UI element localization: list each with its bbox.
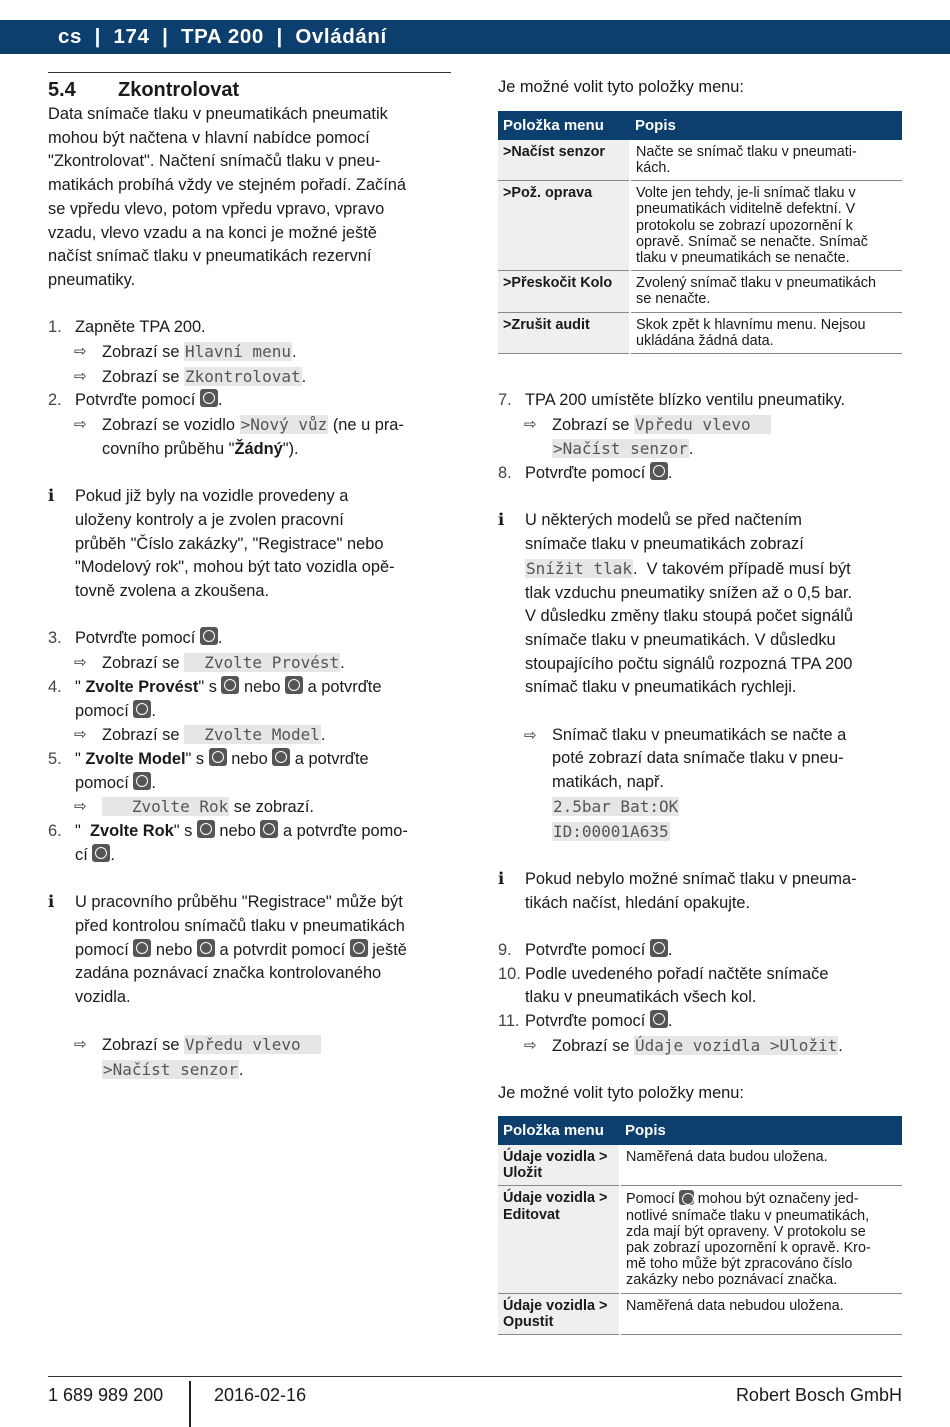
menu-table-1 bbox=[498, 111, 902, 354]
table-row: Údaje vozidla > Editovat Pomocí mohou být označeny jed- notlivé snímače tlaku v pneumatikách, zda mají být opraveny. V protokolu se pak zobrazí upozornění k opravě. Kro- mě toho může být zpracováno číslo zakázky nebo poznávací značka. bbox=[498, 1186, 902, 1293]
footer-divider bbox=[189, 1381, 191, 1427]
step-2: 2. Potvrďte pomocí . bbox=[48, 391, 223, 410]
confirm-key-icon bbox=[650, 462, 668, 480]
page-footer bbox=[48, 1376, 902, 1405]
result-arrow-icon: ⇨ bbox=[74, 416, 87, 434]
table-row: Údaje vozidla > Uložit Naměřená data budou uložena. bbox=[498, 1145, 902, 1186]
intro-line: matikách probíhá vždy ve stejném pořadí. Začíná bbox=[48, 176, 407, 195]
step-10-cont: tlaku v pneumatikách všech kol. bbox=[525, 988, 757, 1007]
display-text: Zvolte Model bbox=[185, 725, 320, 745]
step-3: 3. Potvrďte pomocí . bbox=[48, 629, 223, 648]
step-9: 9. Potvrďte pomocí . bbox=[498, 941, 673, 960]
confirm-key-icon bbox=[133, 772, 151, 790]
down-key-icon bbox=[197, 939, 215, 957]
result-arrow-icon: ⇨ bbox=[74, 367, 87, 385]
step-1 bbox=[48, 316, 451, 340]
confirm-key-icon bbox=[200, 389, 218, 407]
display-text: Hlavní menu bbox=[185, 342, 291, 362]
company-name: Robert Bosch GmbH bbox=[735, 1385, 902, 1405]
intro-line: vzadu, vlevo vzadu a na konci je možné ještě bbox=[48, 223, 377, 242]
menu-table-2 bbox=[498, 1116, 902, 1335]
confirm-key-icon bbox=[679, 1190, 694, 1205]
result-line: ⇨ Zobrazí se Zvolte Model. bbox=[48, 723, 451, 748]
result-arrow-icon: ⇨ bbox=[74, 343, 87, 361]
step-7: 7. TPA 200 umístěte blízko ventilu pneumatiky. bbox=[498, 390, 846, 409]
down-key-icon bbox=[260, 820, 278, 838]
step-5-cont: pomocí . bbox=[75, 773, 156, 792]
up-key-icon bbox=[221, 676, 239, 694]
table-row: >Pož. oprava Volte jen tehdy, je-li snímač tlaku v pneumatikách viditelně defektní. V protokolu se zobrazí upozornění k opravě. Snímač se nenačte. Snímač tlaku v pneumatikách se nenačte. bbox=[498, 181, 902, 271]
display-text: 2.5bar Bat:OK bbox=[553, 796, 679, 816]
note-2: ℹ U pracovního průběhu "Registrace" může být před kontrolou snímačů tlaku v pneumatikách pomocí nebo a potvrdit pomocí ještě zadána poznávací značka kontrolovaného vozidla. bbox=[48, 893, 407, 1006]
header-text: cs | 174 | TPA 200 | Ovládání bbox=[58, 25, 387, 48]
display-text: >Nový vůz bbox=[240, 415, 328, 435]
result-line: ⇨ Zobrazí se Zkontrolovat. bbox=[48, 365, 451, 390]
result-line-cont: >Načíst senzor. bbox=[103, 1060, 244, 1080]
table-row: Údaje vozidla > Opustit Naměřená data nebudou uložena. bbox=[498, 1293, 902, 1334]
info-icon: ℹ bbox=[48, 893, 55, 912]
result-line-cont bbox=[498, 795, 902, 820]
result-line-cont: covního průběhu "Žádný"). bbox=[102, 439, 299, 458]
display-text: Údaje vozidla >Uložit bbox=[635, 1035, 838, 1055]
note-1: ℹ Pokud již byly na vozidle provedeny a uloženy kontroly a je zvolen pracovní průběh "Číslo zakázky", "Registrace" nebo "Modelový rok", mohou být tato vozidla opě- tovně zvolena a zkoušena. bbox=[48, 487, 395, 601]
result-arrow-icon: ⇨ bbox=[524, 1036, 537, 1054]
step-6-cont: cí . bbox=[75, 845, 115, 864]
confirm-key-icon bbox=[92, 844, 110, 862]
display-text: Vpředu vlevo bbox=[185, 1035, 320, 1055]
result-arrow-icon: ⇨ bbox=[524, 726, 537, 744]
part-number: 1 689 989 200 bbox=[48, 1385, 164, 1405]
display-text: Vpředu vlevo bbox=[635, 414, 770, 434]
intro-line: pneumatiky. bbox=[48, 270, 136, 289]
down-key-icon bbox=[285, 676, 303, 694]
table-row: >Přeskočit Kolo Zvolený snímač tlaku v pneumatikách se nenačte. bbox=[498, 271, 902, 312]
confirm-key-icon bbox=[350, 939, 368, 957]
display-text: Zkontrolovat bbox=[185, 366, 301, 386]
step-8: 8. Potvrďte pomocí . bbox=[498, 464, 673, 483]
result-line: ⇨ Zvolte Rok se zobrazí. bbox=[48, 795, 451, 820]
down-key-icon bbox=[272, 748, 290, 766]
table-header: Položka menu bbox=[498, 111, 630, 140]
table-row: >Zrušit audit Skok zpět k hlavnímu menu. Nejsou ukládána žádná data. bbox=[498, 312, 902, 353]
section-rule bbox=[48, 72, 451, 73]
step-11: 11. Potvrďte pomocí . bbox=[498, 1012, 673, 1031]
result-line-cont: >Načíst senzor. bbox=[553, 439, 694, 459]
table-header: Položka menu bbox=[498, 1116, 620, 1145]
display-text: >Načíst senzor bbox=[103, 1060, 238, 1080]
step-number: 1. bbox=[48, 318, 62, 337]
up-key-icon bbox=[209, 748, 227, 766]
section-number: 5.4 bbox=[48, 79, 76, 101]
note-4: ℹ Pokud nebylo možné snímač tlaku v pneuma- tikách načíst, hledání opakujte. bbox=[498, 869, 857, 912]
result-line: ⇨ Zobrazí se Vpředu vlevo bbox=[48, 1033, 451, 1058]
result-arrow-icon: ⇨ bbox=[524, 415, 537, 433]
confirm-key-icon bbox=[650, 939, 668, 957]
note-3: ℹ U některých modelů se před načtením snímače tlaku v pneumatikách zobrazí Snížit tlak. V takovém případě musí být tlak vzduchu pneumatiky snížen až o 0,5 bar. V důsledku změny tlaku stoupá počet signálů snímače tlaku v pneumatikách. V důsledku stoupajícího počtu signálů rozpozná TPA 200 snímač tlaku v pneumatikách rychleji. bbox=[498, 511, 854, 697]
menu-intro: Je možné volit tyto položky menu: bbox=[498, 78, 744, 96]
result-line: ⇨ Zobrazí se Údaje vozidla >Uložit. bbox=[498, 1034, 902, 1059]
intro-line: se vpředu vlevo, potom vpředu vpravo, vpravo bbox=[48, 199, 385, 218]
step-4-cont: pomocí . bbox=[75, 701, 156, 720]
result-line: ⇨ Zobrazí se Vpředu vlevo bbox=[498, 413, 902, 438]
display-text: >Načíst senzor bbox=[553, 439, 688, 459]
section-heading bbox=[48, 77, 451, 103]
result-line: ⇨ Zobrazí se vozidlo >Nový vůz (ne u pra- bbox=[48, 413, 451, 438]
table-row: >Načíst senzor Načte se snímač tlaku v pneumati- kách. bbox=[498, 140, 902, 181]
result-line-cont: poté zobrazí data snímače tlaku v pneu- bbox=[552, 749, 844, 768]
intro-paragraph bbox=[48, 103, 451, 293]
info-icon: ℹ bbox=[498, 869, 505, 888]
result-arrow-icon: ⇨ bbox=[74, 726, 87, 744]
intro-line: Data snímače tlaku v pneumatikách pneumatik bbox=[48, 105, 388, 123]
result-line: ⇨ Zobrazí se Zvolte Provést. bbox=[48, 651, 451, 676]
section-title: Zkontrolovat bbox=[118, 79, 240, 101]
display-text: Zvolte Rok bbox=[103, 797, 229, 817]
result-line: ⇨ Zobrazí se Hlavní menu. bbox=[48, 340, 451, 365]
result-arrow-icon: ⇨ bbox=[74, 798, 87, 816]
left-column bbox=[48, 72, 451, 1083]
display-text: Zvolte Provést bbox=[185, 653, 340, 673]
result-line: ⇨ Snímač tlaku v pneumatikách se načte a bbox=[498, 724, 902, 748]
step-4: 4. " Zvolte Provést" s nebo a potvrďte bbox=[48, 677, 382, 696]
result-line-cont: matikách, např. bbox=[552, 773, 665, 792]
display-text: Snížit tlak bbox=[526, 558, 632, 578]
intro-line: načíst snímač tlaku v pneumatikách rezervní bbox=[48, 247, 372, 266]
up-key-icon bbox=[133, 939, 151, 957]
step-6: 6. " Zvolte Rok" s nebo a potvrďte pomo- bbox=[48, 822, 408, 841]
step-5: 5. " Zvolte Model" s nebo a potvrďte bbox=[48, 749, 369, 768]
confirm-key-icon bbox=[133, 700, 151, 718]
intro-line: mohou být načtena v hlavní nabídce pomocí bbox=[48, 128, 370, 147]
result-arrow-icon: ⇨ bbox=[74, 654, 87, 672]
up-key-icon bbox=[197, 820, 215, 838]
table-header: Popis bbox=[630, 111, 902, 140]
step-text: Zapněte TPA 200. bbox=[75, 318, 206, 337]
table-header: Popis bbox=[620, 1116, 902, 1145]
page-header bbox=[0, 20, 950, 54]
display-text: ID:00001A635 bbox=[553, 821, 669, 841]
result-arrow-icon: ⇨ bbox=[74, 1036, 87, 1054]
confirm-key-icon bbox=[650, 1010, 668, 1028]
result-line-cont bbox=[498, 820, 902, 845]
info-icon: ℹ bbox=[498, 511, 505, 530]
confirm-key-icon bbox=[200, 627, 218, 645]
right-column bbox=[498, 72, 902, 1335]
menu-intro: Je možné volit tyto položky menu: bbox=[498, 1084, 744, 1103]
intro-line: "Zkontrolovat". Načtení snímačů tlaku v pneu- bbox=[48, 152, 381, 171]
info-icon: ℹ bbox=[48, 487, 55, 506]
step-10: 10. Podle uvedeného pořadí načtěte snímače bbox=[498, 964, 829, 983]
footer-date: 2016-02-16 bbox=[214, 1385, 307, 1405]
